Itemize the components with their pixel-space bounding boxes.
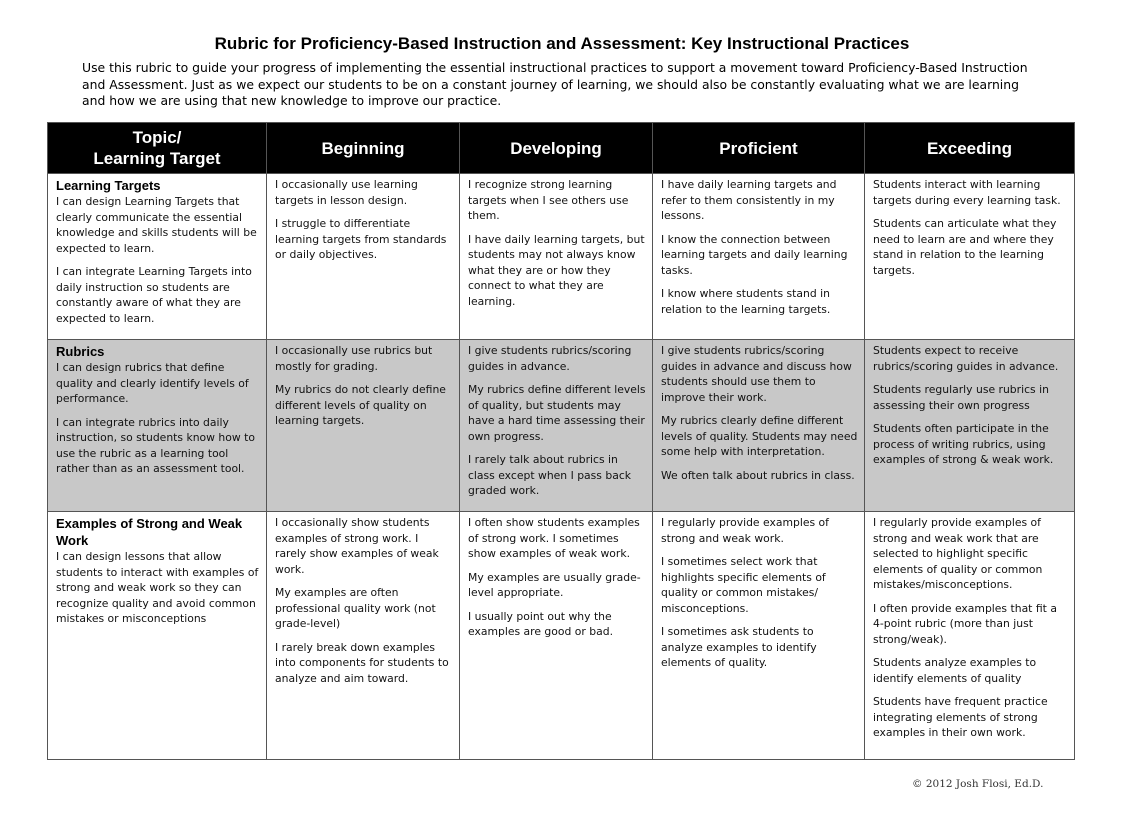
cell-text: I rarely talk about rubrics in class except when I pass back graded work.: [468, 453, 632, 497]
cell-text: My examples are often professional quality work (not grade-level): [275, 586, 436, 630]
page-title: Rubric for Proficiency-Based Instruction and Assessment: Key Instructional Practices: [214, 34, 910, 53]
cell-text: I have daily learning targets, but students may not always know what they are or how they connect to what they are learning.: [468, 232, 645, 308]
beginning-cell: [267, 512, 460, 760]
cell-text: I occasionally show students examples of strong work. I rarely show examples of weak work.: [275, 516, 439, 576]
cell-text: Students expect to receive rubrics/scoring guides in advance.: [873, 344, 1059, 373]
cell-text: My rubrics do not clearly define different levels of quality on learning targets.: [275, 383, 446, 427]
target-text: I can design Learning Targets that clearly communicate the essential knowledge and skills students will be expected to learn.: [56, 195, 257, 255]
exceeding-cell: [865, 512, 1075, 760]
proficient-cell: [653, 340, 865, 512]
copyright-notice: © 2012 Josh Flosi, Ed.D.: [912, 778, 1044, 790]
header-beginning: Beginning: [267, 123, 460, 174]
cell-text: I often provide examples that fit a 4-point rubric (more than just strong/weak).: [873, 601, 1057, 646]
cell-text: I rarely break down examples into components for students to analyze and aim toward.: [275, 640, 449, 685]
exceeding-cell: [865, 174, 1075, 340]
cell-text: I usually point out why the examples are good or bad.: [468, 609, 614, 638]
cell-text: I occasionally use learning targets in lesson design.: [275, 178, 418, 207]
cell-text: We often talk about rubrics in class.: [661, 468, 855, 482]
target-text: I can design rubrics that define quality and clearly identify levels of performance.: [56, 361, 249, 405]
cell-text: I regularly provide examples of strong and weak work that are selected to highlight specific elements of quality or common mistakes/misconceptions.: [873, 516, 1043, 591]
topic-cell: [48, 340, 267, 512]
beginning-cell: [267, 340, 460, 512]
cell-text: I struggle to differentiate learning targets from standards or daily objectives.: [275, 217, 447, 261]
header-proficient: Proficient: [653, 123, 865, 174]
cell-text: I regularly provide examples of strong and weak work.: [661, 516, 829, 545]
cell-text: I recognize strong learning targets when I see others use them.: [468, 178, 629, 222]
header-topic: [48, 123, 267, 174]
header-developing: Developing: [460, 123, 653, 174]
cell-text: Students have frequent practice integrating elements of strong examples in their own work.: [873, 695, 1048, 739]
header-exceeding: Exceeding: [865, 123, 1075, 174]
cell-text: Students interact with learning targets during every learning task.: [873, 178, 1061, 207]
topic-cell: [48, 174, 267, 340]
header-row: [48, 123, 1075, 174]
proficient-cell: [653, 174, 865, 340]
cell-text: I occasionally use rubrics but mostly for grading.: [275, 344, 433, 373]
cell-text: I give students rubrics/scoring guides in advance and discuss how students should use them to improve their work.: [661, 344, 852, 404]
cell-text: I give students rubrics/scoring guides in advance.: [468, 344, 632, 373]
target-text: I can integrate Learning Targets into daily instruction so students are constantly aware of what they are expected to learn.: [56, 265, 252, 325]
cell-text: I sometimes select work that highlights specific elements of quality or common mistakes/ misconceptions.: [661, 555, 826, 615]
beginning-cell: [267, 174, 460, 340]
target-text: I can integrate rubrics into daily instruction, so students know how to use the rubric as a learning tool rather than as an assessment tool.: [56, 415, 255, 475]
cell-text: I know where students stand in relation to the learning targets.: [661, 287, 831, 316]
cell-text: I sometimes ask students to analyze examples to identify elements of quality.: [661, 625, 817, 669]
target-text: I can design lessons that allow students to interact with examples of strong and weak work so they can recognize quality and avoid common mistakes or misconceptions: [56, 550, 259, 625]
cell-text: My examples are usually grade-level appropriate.: [468, 570, 641, 599]
rubric-table: [47, 122, 1075, 760]
cell-text: Students often participate in the process of writing rubrics, using examples of strong & weak work.: [873, 422, 1054, 466]
topic-title: Examples of Strong and Weak Work: [56, 516, 243, 548]
rubric-row-rubrics: [48, 340, 1075, 512]
cell-text: I have daily learning targets and refer to them consistently in my lessons.: [661, 178, 837, 222]
proficient-cell: [653, 512, 865, 760]
cell-text: Students regularly use rubrics in assessing their own progress: [873, 383, 1049, 412]
cell-text: I often show students examples of strong work. I sometimes show examples of weak work.: [468, 516, 640, 560]
rubric-row-examples: [48, 512, 1075, 760]
developing-cell: [460, 340, 653, 512]
cell-text: I know the connection between learning targets and daily learning tasks.: [661, 232, 848, 277]
header-topic-line2: Learning Target: [93, 149, 221, 168]
cell-text: My rubrics define different levels of quality, but students may have a hard time assessing their own progress.: [468, 383, 646, 443]
developing-cell: [460, 174, 653, 340]
cell-text: My rubrics clearly define different levels of quality. Students may need some help with interpretation.: [661, 414, 858, 458]
exceeding-cell: [865, 340, 1075, 512]
rubric-row-learning-targets: [48, 174, 1075, 340]
cell-text: Students analyze examples to identify elements of quality: [873, 656, 1037, 685]
header-topic-line1: Topic/: [132, 128, 182, 147]
topic-title: Learning Targets: [56, 178, 161, 193]
intro-paragraph: Use this rubric to guide your progress of implementing the essential instructional practices to support a movement toward Proficiency-Based Instruction and Assessment. Just as we expect our students to be on a constant journey of learning, we should also be constantly evaluating what we are learning and how we are using that new knowledge to improve our practice.: [82, 60, 1028, 108]
cell-text: Students can articulate what they need to learn are and where they stand in relation to the learning targets.: [873, 217, 1057, 277]
developing-cell: [460, 512, 653, 760]
topic-title: Rubrics: [56, 344, 105, 359]
topic-cell: [48, 512, 267, 760]
